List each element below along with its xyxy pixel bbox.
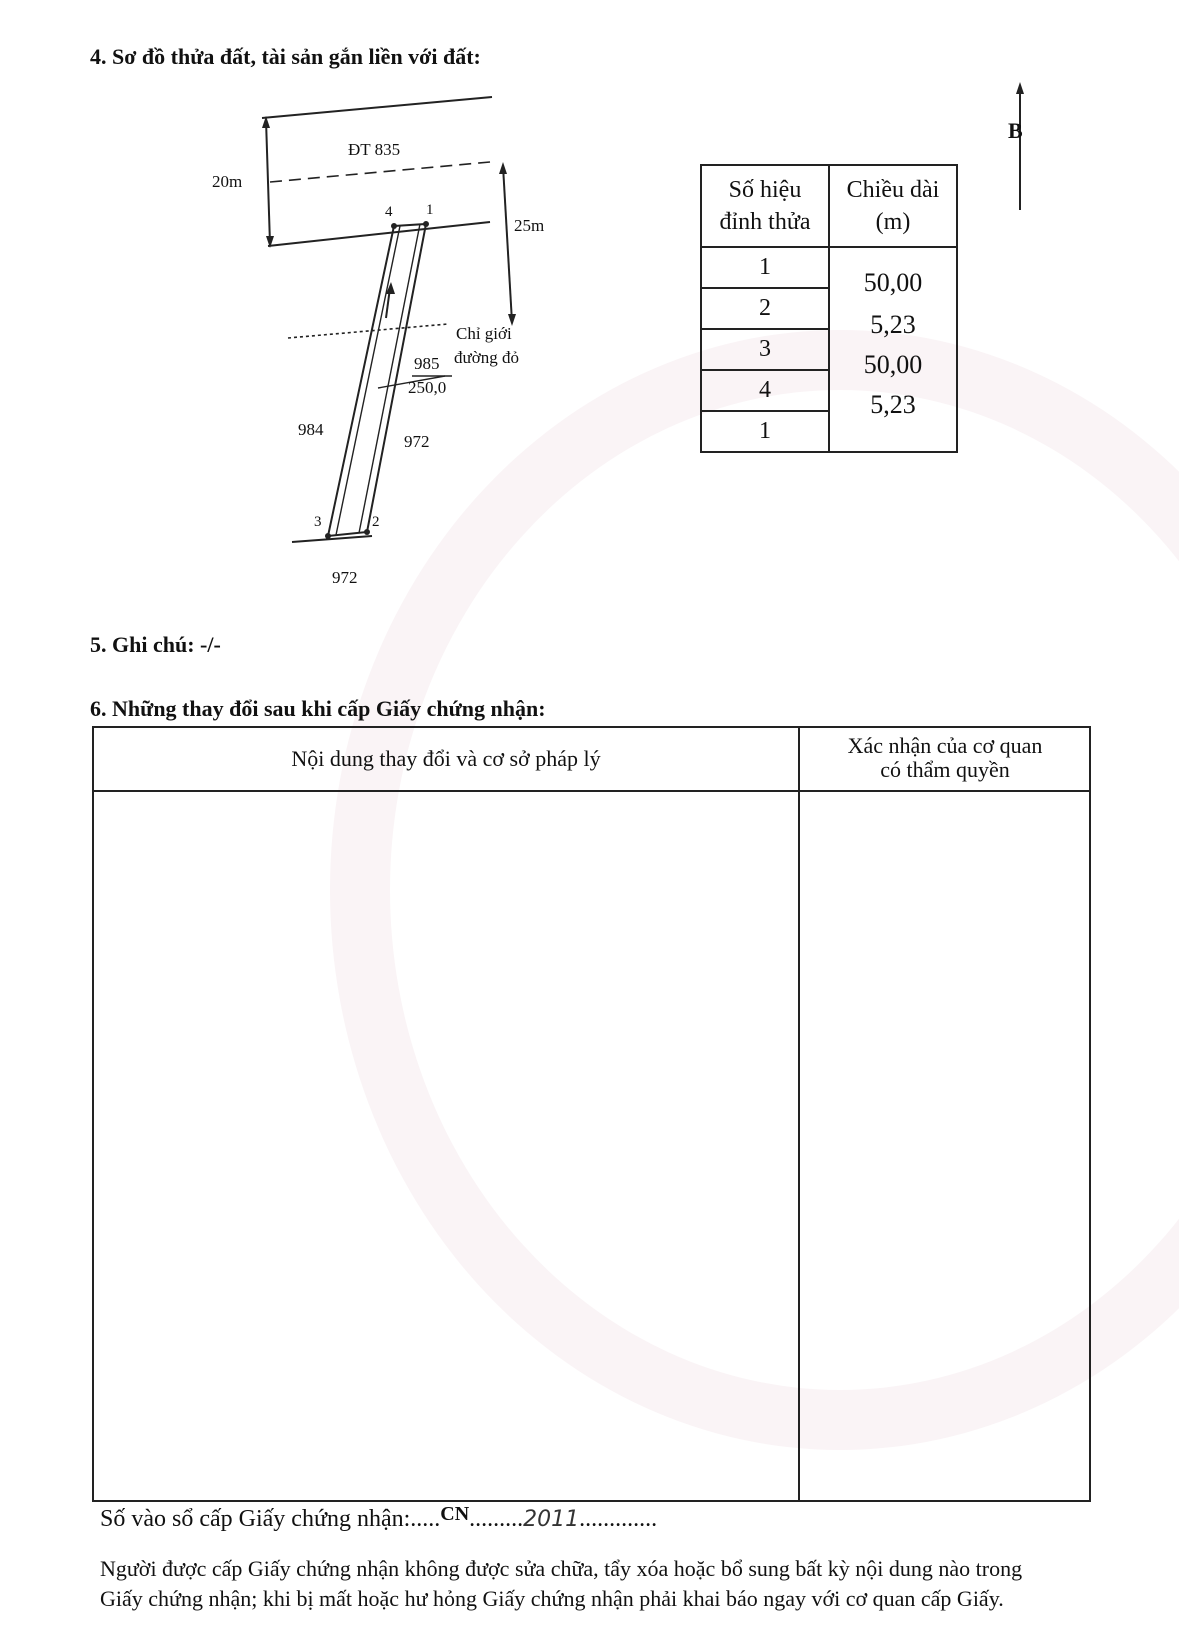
vertex-label-1: 1 [426,202,434,218]
changes-table-divider [798,728,800,1500]
vertex-cell: 4 [701,370,829,411]
vertex-dot-1 [423,221,429,227]
length-value: 5,23 [870,309,916,339]
road-name-label: ĐT 835 [348,140,401,159]
setback-arrow-top [499,162,507,174]
vertex-dot-2 [364,529,370,535]
changes-content-header: Nội dung thay đổi và cơ sở pháp lý [291,746,601,771]
neighbor-right-label: 972 [404,432,430,451]
confirm-header-line1: Xác nhận của cơ quan [847,733,1043,758]
bottom-boundary [292,536,372,542]
setback-label: 25m [514,216,545,235]
confirm-header-line2: có thẩm quyền [880,757,1010,782]
length-value: 5,23 [870,389,916,419]
header-id-line2: đỉnh thửa [719,209,811,235]
road-width-label: 20m [212,172,243,191]
length-column [829,247,957,452]
vertex-table-header-id [701,165,829,247]
parcel-number-label: 985 [414,354,440,373]
length-value: 50,00 [863,349,923,379]
vertex-cell: 2 [701,288,829,329]
north-arrow-icon [1008,80,1048,210]
vertex-dot-4 [391,223,397,229]
section6-title: 6. Những thay đổi sau khi cấp Giấy chứng nhận: [90,696,546,721]
changes-table [92,726,1091,1502]
red-boundary-label-2: đường đỏ [454,348,519,367]
registration-label: Số vào sổ cấp Giấy chứng nhận: [100,1506,411,1532]
red-boundary-line [288,324,448,338]
header-length-line2: (m) [875,209,911,235]
notice-text [100,1554,1100,1614]
neighbor-bottom-label: 972 [332,568,358,587]
vertex-cell: 1 [701,411,829,452]
vertex-length-table [700,164,958,453]
neighbor-left-label: 984 [298,420,324,439]
road-bottom-edge [268,222,490,246]
vertex-cell: 1 [701,247,829,288]
width-dimension-line [266,120,270,244]
red-boundary-label-1: Chỉ giới [456,324,512,343]
section4-title: 4. Sơ đồ thửa đất, tài sản gắn liền với đất: [90,44,481,69]
registration-number: 2011 [523,1507,580,1532]
registration-prefix: CN [440,1503,470,1525]
vertex-label-3: 3 [314,514,322,530]
changes-confirm-header [800,734,1090,782]
setback-dimension-line [503,166,512,322]
section5-title: 5. Ghi chú: -/- [90,632,221,657]
length-value: 50,00 [863,267,923,297]
registration-line: Số vào sổ cấp Giấy chứng nhận:.....$^{CN}$.........2011............. [100,1503,658,1532]
road-centerline [270,162,490,182]
north-label: B [1008,118,1023,143]
vertex-dot-3 [325,533,331,539]
vertex-cell: 3 [701,329,829,370]
parcel-area-label: 250,0 [408,378,447,397]
header-length-line1: Chiều dài [846,177,940,203]
vertex-table-header-length [829,165,957,247]
notice-line2: Giấy chứng nhận; khi bị mất hoặc hư hỏng Giấy chứng nhận phải khai báo ngay với cơ quan cấp Giấy. [100,1586,1004,1611]
road-top-edge [262,97,492,118]
vertex-label-4: 4 [385,204,393,220]
north-arrow [1008,80,1048,210]
notice-line1: Người được cấp Giấy chứng nhận không được sửa chữa, tẩy xóa hoặc bổ sung bất kỳ nội dung nào trong [100,1556,1023,1581]
plot-sketch [190,80,570,600]
vertex-label-2: 2 [372,514,380,530]
header-id-line1: Số hiệu [728,177,802,203]
